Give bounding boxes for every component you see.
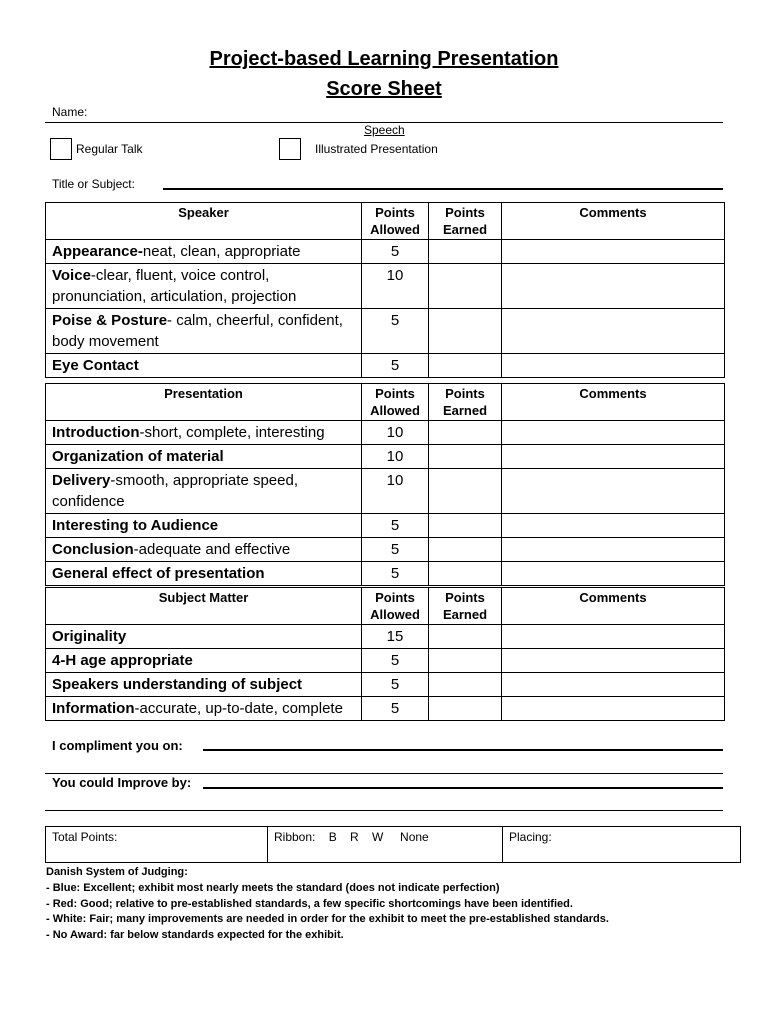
points-earned-cell[interactable] bbox=[429, 354, 502, 378]
comments-cell[interactable] bbox=[502, 697, 725, 721]
points-allowed: 5 bbox=[362, 649, 429, 673]
table-header-row bbox=[46, 203, 725, 240]
regular-talk-label: Regular Talk bbox=[76, 142, 143, 156]
table-row bbox=[46, 673, 725, 697]
table-row bbox=[46, 354, 725, 378]
points-allowed: 10 bbox=[362, 469, 429, 514]
table-row bbox=[46, 445, 725, 469]
comments-cell[interactable] bbox=[502, 445, 725, 469]
regular-talk-checkbox[interactable] bbox=[50, 138, 72, 160]
totals-row bbox=[46, 827, 741, 863]
points-earned-header: Points Earned bbox=[429, 384, 502, 421]
points-allowed: 5 bbox=[362, 673, 429, 697]
points-earned-cell[interactable] bbox=[429, 445, 502, 469]
speaker-header: Speaker bbox=[46, 203, 362, 240]
criterion-desc: neat, clean, appropriate bbox=[142, 243, 301, 260]
criterion-desc: - calm, cheerful, confident, body movement bbox=[52, 312, 343, 350]
points-earned-cell[interactable] bbox=[429, 309, 502, 354]
points-allowed: 5 bbox=[362, 309, 429, 354]
points-earned-cell[interactable] bbox=[429, 649, 502, 673]
criterion-name: Information bbox=[52, 700, 135, 717]
criterion-name: 4-H age appropriate bbox=[52, 652, 193, 669]
criterion-name: Delivery bbox=[52, 472, 111, 489]
comments-header: Comments bbox=[502, 588, 725, 625]
comments-cell[interactable] bbox=[502, 514, 725, 538]
points-allowed: 10 bbox=[362, 264, 429, 309]
criterion-desc: -short, complete, interesting bbox=[139, 424, 325, 441]
subject-matter-table bbox=[45, 587, 725, 721]
points-earned-cell[interactable] bbox=[429, 625, 502, 649]
comments-cell[interactable] bbox=[502, 264, 725, 309]
comments-cell[interactable] bbox=[502, 562, 725, 586]
danish-item-no-award: - No Award: far below standards expected for the exhibit. bbox=[46, 929, 344, 942]
points-allowed: 5 bbox=[362, 514, 429, 538]
comments-cell[interactable] bbox=[502, 240, 725, 264]
title-subject-line[interactable] bbox=[163, 188, 723, 190]
points-allowed: 5 bbox=[362, 697, 429, 721]
comments-cell[interactable] bbox=[502, 354, 725, 378]
name-label: Name: bbox=[52, 105, 88, 119]
title-subject-label: Title or Subject: bbox=[52, 177, 135, 191]
comments-cell[interactable] bbox=[502, 469, 725, 514]
criterion-name: Voice bbox=[52, 267, 91, 284]
table-row bbox=[46, 649, 725, 673]
criterion-name: Poise & Posture bbox=[52, 312, 168, 329]
danish-item-white: - White: Fair; many improvements are needed in order for the exhibit to meet the pre-established standards. bbox=[46, 913, 609, 926]
criterion-desc: -accurate, up-to-date, complete bbox=[134, 700, 343, 717]
table-header-row bbox=[46, 384, 725, 421]
criterion-name: Introduction bbox=[52, 424, 140, 441]
subject-matter-header: Subject Matter bbox=[46, 588, 362, 625]
criterion-name: Speakers understanding of subject bbox=[52, 676, 303, 693]
presentation-table bbox=[45, 383, 725, 586]
points-earned-cell[interactable] bbox=[429, 538, 502, 562]
table-row bbox=[46, 240, 725, 264]
criterion-name: Appearance- bbox=[52, 243, 143, 260]
points-allowed-header: Points Allowed bbox=[362, 588, 429, 625]
criterion-desc: -clear, fluent, voice control, pronunciation, articulation, projection bbox=[52, 267, 297, 305]
points-earned-cell[interactable] bbox=[429, 697, 502, 721]
compliment-line[interactable] bbox=[203, 749, 723, 751]
danish-item-red: - Red: Good; relative to pre-established standards, a few specific shortcomings have been identified. bbox=[46, 897, 573, 910]
total-points-cell[interactable]: Total Points: bbox=[46, 827, 268, 863]
table-row bbox=[46, 697, 725, 721]
criterion-name: Eye Contact bbox=[52, 357, 139, 374]
illustrated-presentation-checkbox[interactable] bbox=[279, 138, 301, 160]
table-row bbox=[46, 264, 725, 309]
criterion-name: Organization of material bbox=[52, 448, 224, 465]
comments-cell[interactable] bbox=[502, 309, 725, 354]
table-row bbox=[46, 469, 725, 514]
table-row bbox=[46, 538, 725, 562]
points-earned-cell[interactable] bbox=[429, 264, 502, 309]
totals-table bbox=[45, 826, 741, 863]
points-earned-header: Points Earned bbox=[429, 203, 502, 240]
points-earned-cell[interactable] bbox=[429, 562, 502, 586]
points-allowed: 5 bbox=[362, 354, 429, 378]
table-row bbox=[46, 421, 725, 445]
compliment-line-2[interactable] bbox=[45, 773, 723, 774]
points-allowed: 10 bbox=[362, 421, 429, 445]
table-row bbox=[46, 514, 725, 538]
points-earned-cell[interactable] bbox=[429, 514, 502, 538]
table-row bbox=[46, 562, 725, 586]
speech-label: Speech bbox=[364, 123, 405, 137]
points-allowed: 5 bbox=[362, 538, 429, 562]
improve-line-2[interactable] bbox=[45, 810, 723, 811]
criterion-name: General effect of presentation bbox=[52, 565, 265, 582]
points-allowed: 10 bbox=[362, 445, 429, 469]
comments-cell[interactable] bbox=[502, 673, 725, 697]
danish-item-blue: - Blue: Excellent; exhibit most nearly meets the standard (does not indicate perfection) bbox=[46, 881, 500, 894]
points-earned-cell[interactable] bbox=[429, 240, 502, 264]
comments-cell[interactable] bbox=[502, 538, 725, 562]
comments-header: Comments bbox=[502, 384, 725, 421]
criterion-name: Originality bbox=[52, 628, 127, 645]
danish-title: Danish System of Judging: bbox=[46, 866, 188, 878]
criterion-name: Conclusion bbox=[52, 541, 134, 558]
page-title: Project-based Learning Presentation bbox=[209, 48, 559, 70]
points-earned-cell[interactable] bbox=[429, 673, 502, 697]
points-allowed-header: Points Allowed bbox=[362, 384, 429, 421]
criterion-name: Interesting to Audience bbox=[52, 517, 219, 534]
points-allowed: 5 bbox=[362, 240, 429, 264]
table-row bbox=[46, 309, 725, 354]
points-allowed-header: Points Allowed bbox=[362, 203, 429, 240]
ribbon-cell[interactable]: Ribbon: B R W None bbox=[268, 827, 503, 863]
comments-cell[interactable] bbox=[502, 649, 725, 673]
speaker-table bbox=[45, 202, 725, 378]
compliment-label: I compliment you on: bbox=[52, 738, 183, 753]
presentation-header: Presentation bbox=[46, 384, 362, 421]
points-allowed: 15 bbox=[362, 625, 429, 649]
danish-system bbox=[46, 865, 609, 944]
points-earned-header: Points Earned bbox=[429, 588, 502, 625]
illustrated-presentation-label: Illustrated Presentation bbox=[315, 142, 438, 156]
points-allowed: 5 bbox=[362, 562, 429, 586]
criterion-desc: -adequate and effective bbox=[133, 541, 291, 558]
placing-cell[interactable]: Placing: bbox=[503, 827, 741, 863]
improve-label: You could Improve by: bbox=[52, 775, 192, 790]
improve-line[interactable] bbox=[203, 787, 723, 789]
comments-cell[interactable] bbox=[502, 625, 725, 649]
table-header-row bbox=[46, 588, 725, 625]
comments-header: Comments bbox=[502, 203, 725, 240]
comments-cell[interactable] bbox=[502, 421, 725, 445]
points-earned-cell[interactable] bbox=[429, 421, 502, 445]
criterion-desc: -smooth, appropriate speed, confidence bbox=[52, 472, 298, 510]
page-subtitle: Score Sheet bbox=[326, 78, 442, 100]
table-row bbox=[46, 625, 725, 649]
points-earned-cell[interactable] bbox=[429, 469, 502, 514]
